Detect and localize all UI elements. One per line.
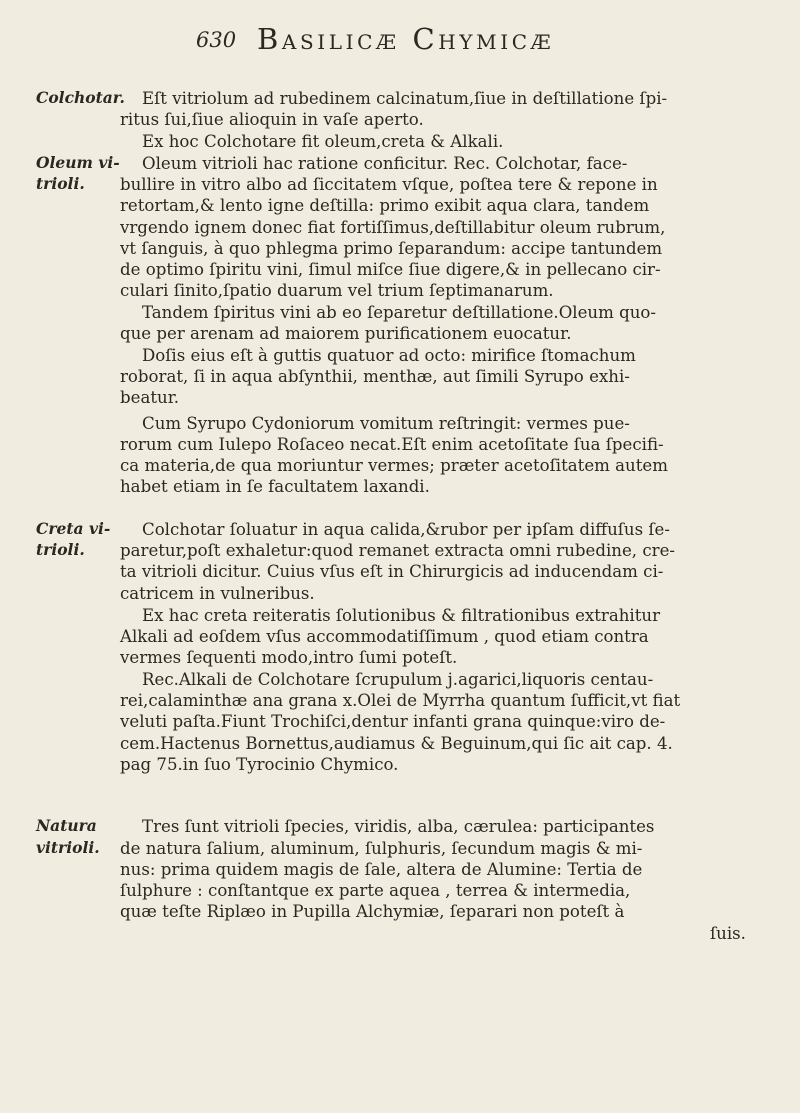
text-line: Ex hoc Colchotare fit oleum,creta & Alkali. bbox=[142, 132, 504, 151]
text-line: vt ſanguis, à quo phlegma primo ſeparandum: accipe tantundem bbox=[120, 239, 663, 258]
text-line: bullire in vitro albo ad ſiccitatem vſque, poſtea tere & repone in bbox=[120, 175, 658, 194]
running-head: Basilicæ Chymicæ bbox=[257, 22, 555, 56]
text-line: retortam,& lento igne deſtilla: primo exibit aqua clara, tandem bbox=[120, 196, 650, 215]
text-line: que per arenam ad maiorem purificationem euocatur. bbox=[120, 324, 572, 343]
margin-note-natura-vitrioli: Natura bbox=[36, 816, 97, 835]
text-line: ſuis. bbox=[710, 924, 746, 943]
text-line: de natura ſalium, aluminum, ſulphuris, ſecundum magis & mi- bbox=[120, 839, 643, 858]
text-line: Tandem ſpiritus vini ab eo ſeparetur deſtillatione.Oleum quo- bbox=[142, 303, 657, 322]
text-line: ca materia,de qua moriuntur vermes; præter acetoſitatem autem bbox=[120, 456, 668, 475]
text-line: cem.Hactenus Bornettus,audiamus & Beguinum,qui ſic ait cap. 4. bbox=[120, 734, 673, 753]
text-line: habet etiam in ſe facultatem laxandi. bbox=[120, 477, 430, 496]
text-line: Cum Syrupo Cydoniorum vomitum reſtringit: vermes pue- bbox=[142, 414, 630, 433]
text-line: Tres ſunt vitrioli ſpecies, viridis, alba, cærulea: participantes bbox=[142, 817, 655, 836]
margin-note-natura-vitrioli-cont: vitrioli. bbox=[36, 838, 100, 857]
margin-note-oleum-vitrioli-cont: trioli. bbox=[36, 174, 85, 193]
margin-note-creta-vitrioli-cont: trioli. bbox=[36, 540, 85, 559]
margin-note-oleum-vitrioli: Oleum vi- bbox=[36, 153, 120, 172]
text-line: Ex hac creta reiteratis ſolutionibus & filtrationibus extrahitur bbox=[142, 606, 661, 625]
margin-note-creta-vitrioli: Creta vi- bbox=[36, 519, 111, 538]
text-line: ſulphure : conſtantque ex parte aquea , terrea & intermedia, bbox=[120, 881, 631, 900]
text-line: Oleum vitrioli hac ratione conficitur. Rec. Colchotar, face- bbox=[142, 154, 628, 173]
text-line: veluti paſta.Fiunt Trochiſci,dentur infanti grana quinque:viro de- bbox=[120, 712, 666, 731]
text-line: ta vitrioli dicitur. Cuius vſus eſt in Chirurgicis ad inducendam ci- bbox=[120, 562, 664, 581]
text-line: ritus ſui,ſiue alioquin in vaſe aperto. bbox=[120, 110, 424, 129]
text-line: vrgendo ignem donec fiat fortiſſimus,deſtillabitur oleum rubrum, bbox=[120, 218, 666, 237]
text-line: roborat, ſi in aqua abſynthii, menthæ, aut ſimili Syrupo exhi- bbox=[120, 367, 630, 386]
text-line: paretur,poſt exhaletur:quod remanet extracta omni rubedine, cre- bbox=[120, 541, 675, 560]
text-line: Rec.Alkali de Colchotare ſcrupulum j.agarici,liquoris centau- bbox=[142, 670, 654, 689]
text-line: rei,calaminthæ ana grana x.Olei de Myrrha quantum ſufficit,vt fiat bbox=[120, 691, 681, 710]
page-header bbox=[0, 22, 800, 62]
text-line: vermes ſequenti modo,intro ſumi poteſt. bbox=[120, 648, 458, 667]
text-line: de optimo ſpiritu vini, ſimul miſce ſiue digere,& in pellecano cir- bbox=[120, 260, 661, 279]
text-line: Eſt vitriolum ad rubedinem calcinatum,ſiue in deſtillatione ſpi- bbox=[142, 89, 668, 108]
text-line: Colchotar ſoluatur in aqua calida,&rubor per ipſam diffuſus ſe- bbox=[142, 520, 670, 539]
margin-note-colchotar: Colchotar. bbox=[36, 88, 125, 107]
text-line: catricem in vulneribus. bbox=[120, 584, 315, 603]
text-line: culari ſinito,ſpatio duarum vel trium ſeptimanarum. bbox=[120, 281, 554, 300]
text-line: pag 75.in ſuo Tyrocinio Chymico. bbox=[120, 755, 399, 774]
page-number: 630 bbox=[196, 28, 237, 52]
text-line: Alkali ad eoſdem vſus accommodatiſſimum , quod etiam contra bbox=[120, 627, 649, 646]
text-line: rorum cum Iulepo Roſaceo necat.Eſt enim acetoſitate ſua ſpecifi- bbox=[120, 435, 664, 454]
text-line: nus: prima quidem magis de ſale, altera de Alumine: Tertia de bbox=[120, 860, 643, 879]
text-line: Doſis eius eſt à guttis quatuor ad octo: mirifice ſtomachum bbox=[142, 346, 636, 365]
text-line: beatur. bbox=[120, 388, 180, 407]
text-line: quæ teſte Riplæo in Pupilla Alchymiæ, ſeparari non poteſt à bbox=[120, 902, 625, 921]
